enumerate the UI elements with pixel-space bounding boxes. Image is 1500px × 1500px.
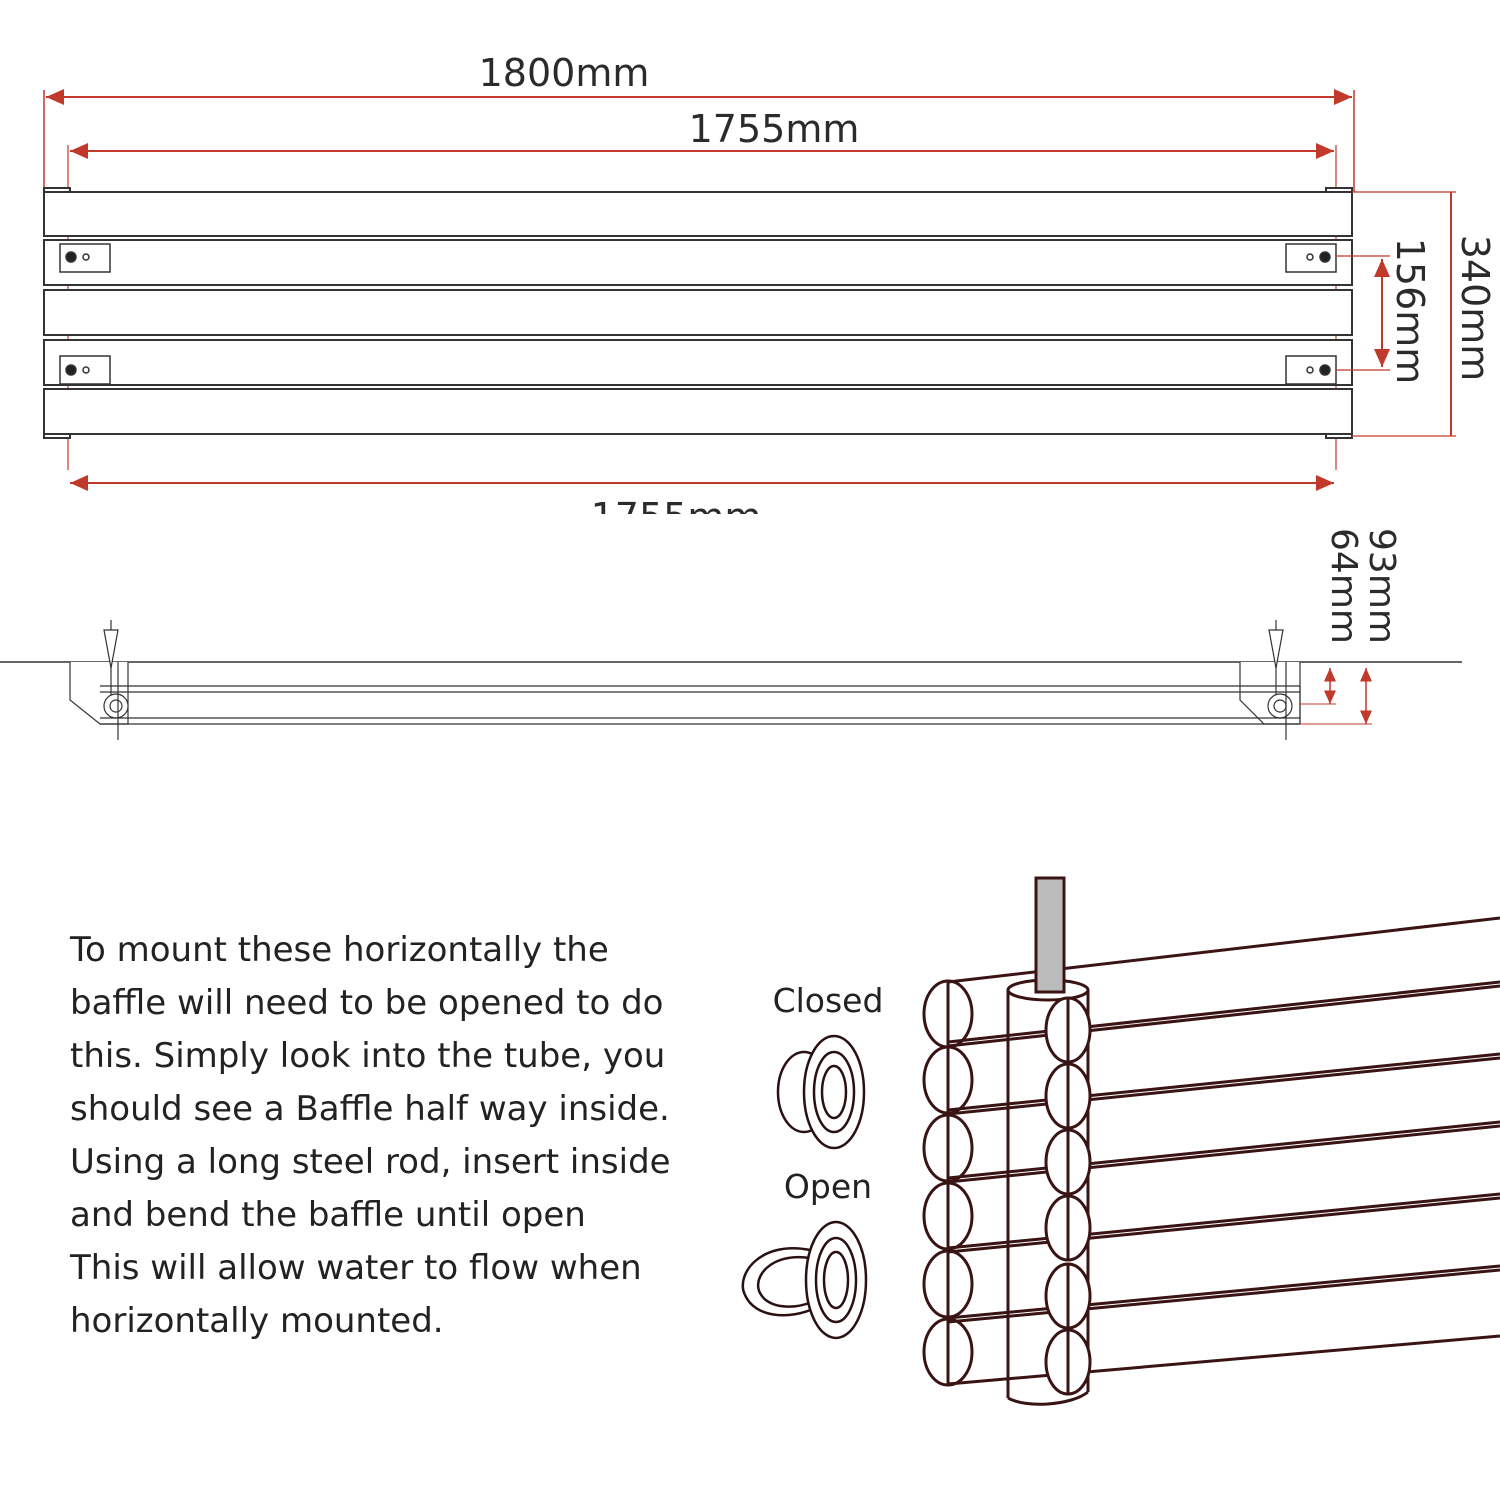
fixing-left: [70, 620, 128, 740]
instructions-paragraph-1: To mount these horizontally the baffle will need to be opened to do this. Simply look into the tube, you should see a Baffle half way inside.: [70, 930, 670, 1129]
front-elevation: [44, 51, 1497, 544]
tube-5: [44, 389, 1352, 434]
instructions-paragraph-3: This will allow water to flow when horizontally mounted.: [70, 1248, 642, 1341]
tube-4: [44, 340, 1352, 385]
bracket-bottom-right: [1286, 356, 1336, 384]
bracket-bottom-left: [60, 356, 110, 384]
dimension-label-bracket-centres-top: 1755mm: [688, 107, 860, 151]
instructions-paragraph-2: Using a long steel rod, insert inside and bend the baffle until open: [70, 1142, 671, 1235]
tube-1: [44, 192, 1352, 236]
dimension-bracket-centres-bottom: [70, 483, 1334, 544]
mounting-instructions: [70, 924, 710, 1348]
radiator-pipe-bundle: [924, 918, 1500, 1404]
dimension-label-overall-width: 1800mm: [478, 51, 650, 95]
dimension-label-overall-height: 340mm: [1453, 234, 1497, 382]
fixing-right: [1240, 620, 1300, 740]
baffle-closed-icon: [778, 1036, 864, 1148]
radiator-tubes: [44, 188, 1352, 438]
dimension-label-depth-total: 93mm: [1361, 528, 1402, 644]
header-joints: [1046, 998, 1090, 1394]
plan-view: [0, 528, 1462, 740]
steel-rod: [1036, 878, 1064, 992]
dimension-depth: [1300, 528, 1402, 724]
baffle-closed-label: Closed: [772, 981, 884, 1020]
tube-2: [44, 240, 1352, 285]
baffle-open-label: Open: [783, 1167, 873, 1206]
dimension-label-depth-to-centre: 64mm: [1323, 528, 1364, 644]
baffle-open-icon: [743, 1222, 866, 1338]
tube-3: [44, 290, 1352, 335]
dimension-label-bracket-vertical-centres: 156mm: [1388, 237, 1432, 385]
baffle-states: [743, 981, 884, 1338]
radiator-plan-body: [100, 686, 1300, 724]
bracket-top-right: [1286, 244, 1336, 272]
bracket-top-left: [60, 244, 110, 272]
